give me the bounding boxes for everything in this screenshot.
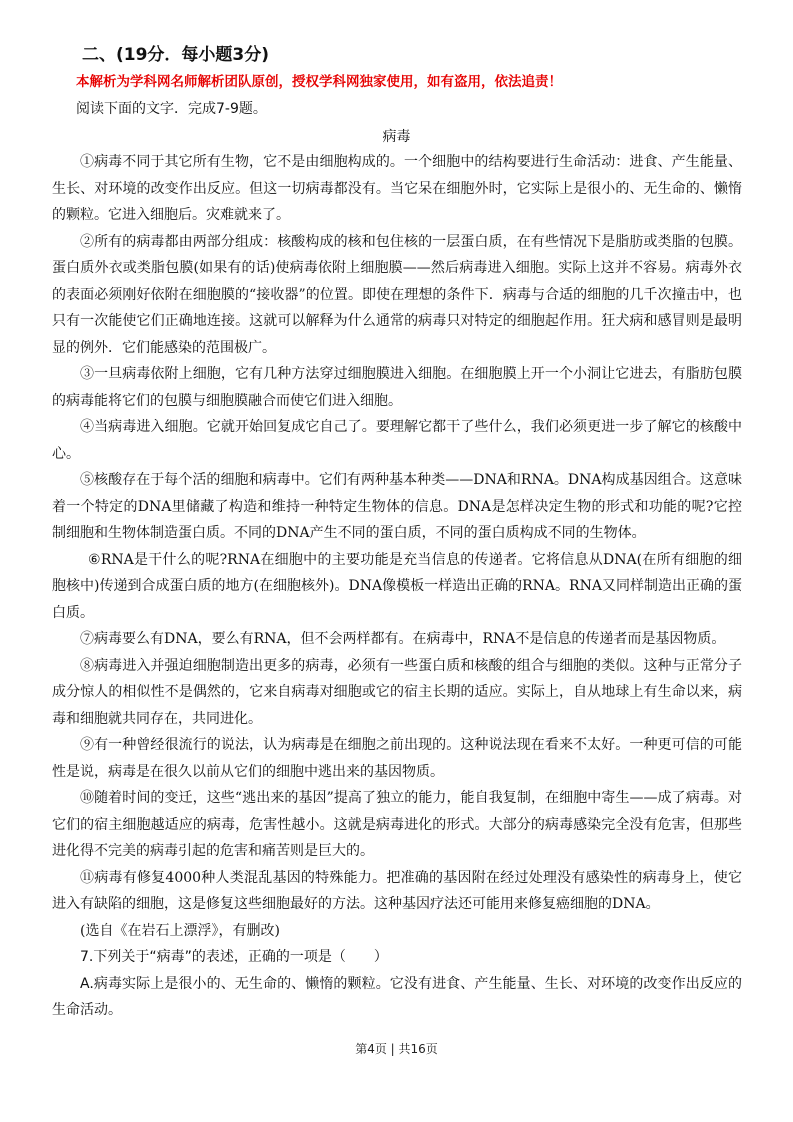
option-a: A.病毒实际上是很小的、无生命的、懒惰的颗粒。它没有进食、产生能量、生长、对环境的改变作出反应的生命活动。 [52,975,742,1018]
page-footer: 第4页 | 共16页 [355,1042,438,1056]
paragraph-5: ⑤核酸存在于每个活的细胞和病毒中。它们有两种基本种类——DNA和RNA。DNA构成基因组合。这意味着一个特定的DNA里储藏了构造和维持一种特定生物体的信息。DNA是怎样决定生物的形式和功能的呢?它控制细胞和生物体制造蛋白质。不同的DNA产生不同的蛋白质，不同的蛋白质构成不同的生物体。 [52,472,742,541]
paragraph-7: ⑦病毒要么有DNA，要么有RNA，但不会两样都有。在病毒中，RNA不是信息的传递者而是基因物质。 [80,631,726,647]
paragraph-10: ⑩随着时间的变迁，这些“逃出来的基因”提高了独立的能力，能自我复制，在细胞中寄生——成了病毒。对它们的宿主细胞越适应的病毒，危害性越小。这就是病毒进化的形式。大部分的病毒感染完全没有危害，但那些进化得不完美的病毒引起的危害和痛苦则是巨大的。 [52,790,742,859]
paragraph-9: ⑨有一种曾经很流行的说法，认为病毒是在细胞之前出现的。这种说法现在看来不太好。一种更可信的可能性是说，病毒是在很久以前从它们的细胞中逃出来的基因物质。 [52,737,742,780]
paragraph-1: ①病毒不同于其它所有生物，它不是由细胞构成的。一个细胞中的结构要进行生命活动：进食、产生能量、生长、对环境的改变作出反应。但这一切病毒都没有。当它呆在细胞外时，它实际上是很小的、无生命的、懒惰的颗粒。它进入细胞后。灾难就来了。 [52,154,742,223]
paragraph-2: ②所有的病毒都由两部分组成：核酸构成的核和包住核的一层蛋白质，在有些情况下是脂肪或类脂的包膜。蛋白质外衣或类脂包膜(如果有的话)使病毒依附上细胞膜——然后病毒进入细胞。实际上这并不容易。病毒外衣的表面必须刚好依附在细胞膜的“接收器”的位置。即使在理想的条件下．病毒与合适的细胞的几千次撞击中，也只有一次能使它们正确地连接。这就可以解释为什么通常的病毒只对特定的细胞起作用。狂犬病和感冒则是最明显的例外．它们能感染的范围极广。 [52,233,742,356]
article-title: 病毒 [382,129,411,145]
reading-instruction: 阅读下面的文字．完成7-9题。 [76,101,267,117]
section-title: 二、(19分．每小题3分) [82,45,270,65]
paragraph-8: ⑧病毒进入并强迫细胞制造出更多的病毒，必须有一些蛋白质和核酸的组合与细胞的类似。这种与正常分子成分惊人的相似性不是偶然的，它来自病毒对细胞或它的宿主长期的适应。实际上，自从地球上有生命以来，病毒和细胞就共同存在，共同进化。 [52,657,742,727]
source-note: (选自《在岩石上漂浮》，有删改) [80,922,280,939]
article-body [52,149,742,1024]
paragraph-6: ⑥RNA是干什么的呢?RNA在细胞中的主要功能是充当信息的传递者。它将信息从DNA(在所有细胞的细胞核中)传递到合成蛋白质的地方(在细胞核外)。DNA像模板一样造出正确的RNA。RNA又同样制造出正确的蛋白质。 [52,551,742,621]
paragraph-3: ③一旦病毒依附上细胞，它有几种方法穿过细胞膜进入细胞。在细胞膜上开一个小洞让它进去，有脂肪包膜的病毒能将它们的包膜与细胞膜融合而使它们进入细胞。 [52,366,742,409]
paragraph-4: ④当病毒进入细胞。它就开始回复成它自己了。要理解它都干了些什么，我们必须更进一步了解它的核酸中心。 [52,419,742,462]
paragraph-11: ⑪病毒有修复4000种人类混乱基因的特殊能力。把准确的基因附在经过处理没有感染性的病毒身上，使它进入有缺陷的细胞，这是修复这些细胞最好的方法。这种基因疗法还可能用来修复癌细胞的DNA。 [52,869,742,912]
copyright-note: 本解析为学科网名师解析团队原创，授权学科网独家使用，如有盗用，依法追责！ [76,74,562,90]
question-7: 7.下列关于“病毒”的表述，正确的一项是（ ） [80,949,388,965]
